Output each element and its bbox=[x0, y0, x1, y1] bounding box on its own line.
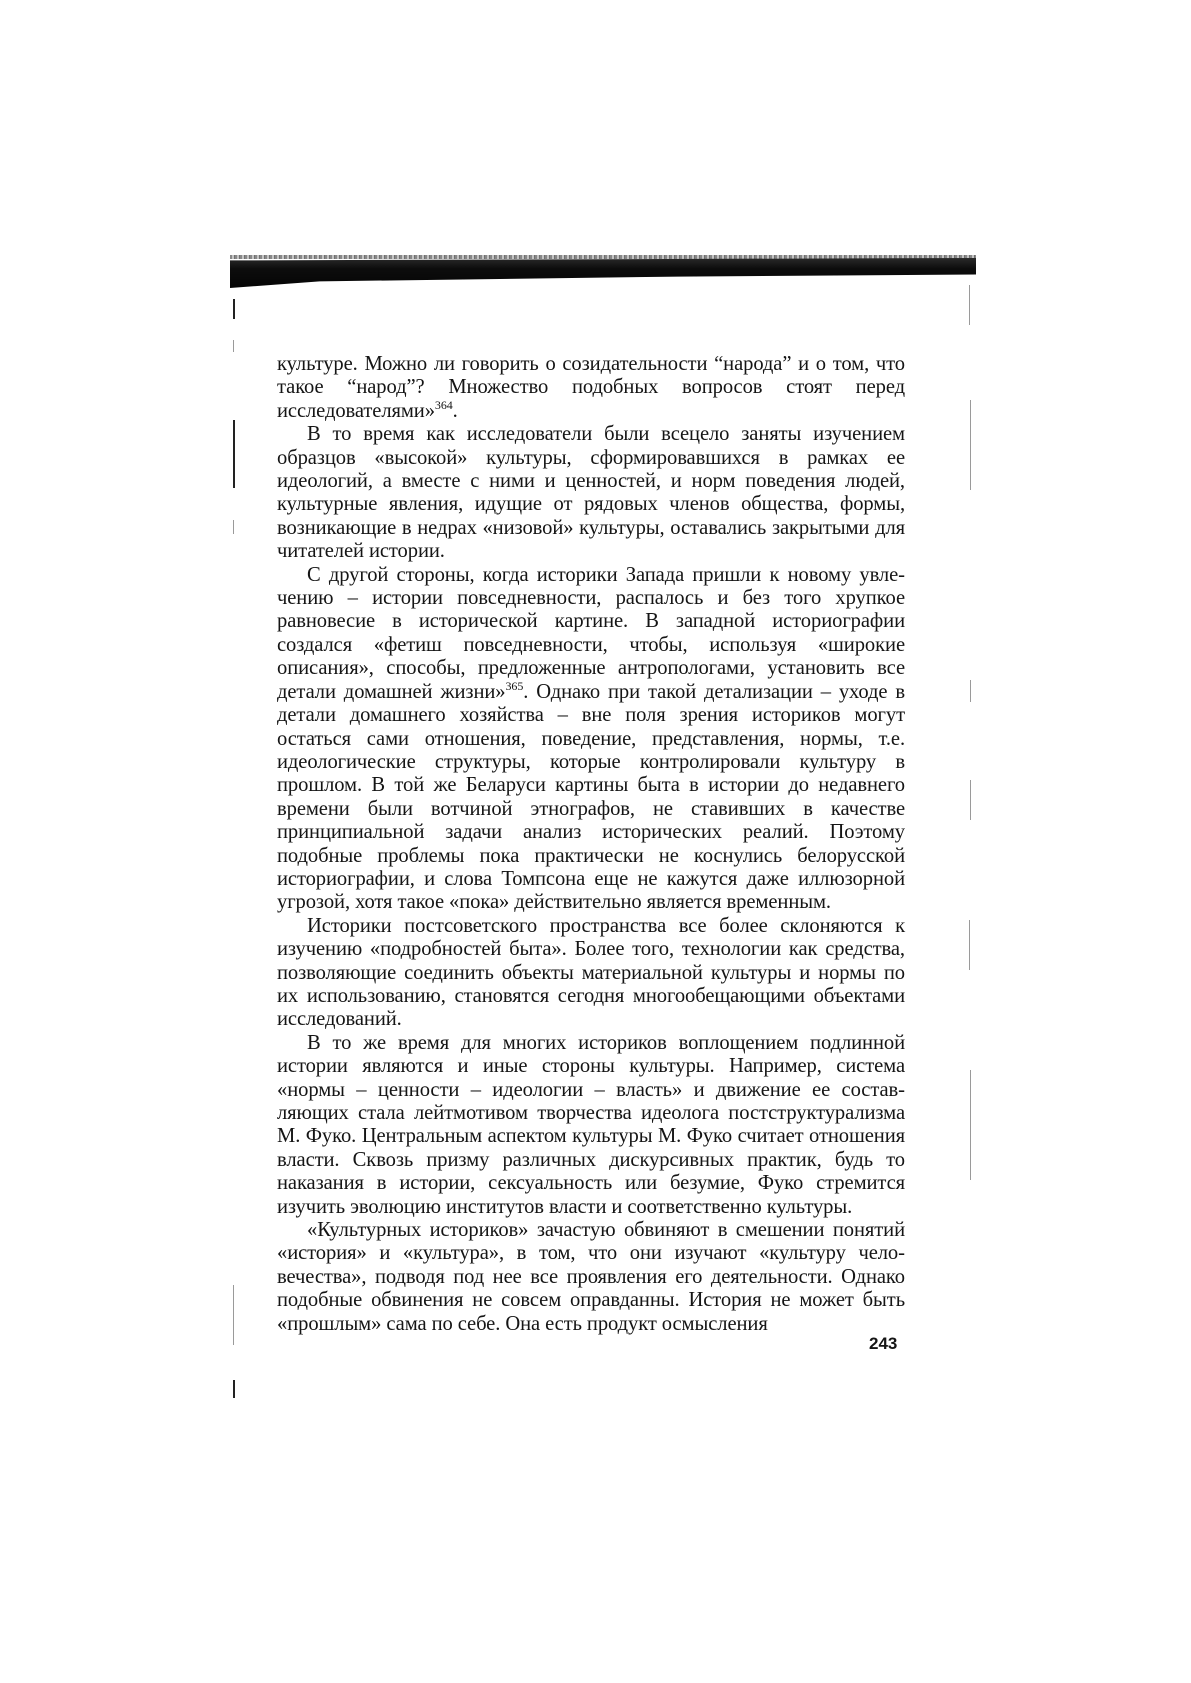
paragraph-2 bbox=[277, 423, 905, 563]
scan-mark bbox=[233, 299, 235, 319]
scan-mark bbox=[233, 1380, 235, 1398]
scan-mark bbox=[969, 920, 970, 970]
scan-mark bbox=[233, 420, 235, 488]
page-number: 243 bbox=[869, 1334, 898, 1353]
paragraph-tail: . Однако при такой детализации – уходе в детали домашнего хозяйства – вне поля зрения историков могут остаться сами отношения, поведение, представления, нормы, т.е. идеологические структуры, которые контролировали культуру в прошлом. В той же Беларуси картины быта в истории до недавнего времени были вотчиной этнографов, не ставивших в качестве принципиальной задачи анализ исторических реалий. Поэтому подобные проблемы пока практически не коснулись белорусской историографии, и слова Томпсона еще не кажутся даже иллюзорной угрозой, хотя такое «пока» действительно является временным. bbox=[277, 680, 906, 914]
scan-mark bbox=[970, 680, 971, 702]
scan-mark bbox=[233, 520, 234, 534]
paragraph-tail: . bbox=[452, 399, 458, 422]
scan-mark bbox=[969, 285, 970, 325]
paragraph-4 bbox=[277, 915, 905, 1032]
scan-mark bbox=[970, 780, 971, 820]
footnote-ref: 365 bbox=[505, 678, 524, 693]
scan-mark bbox=[233, 340, 234, 352]
footnote-ref: 364 bbox=[434, 397, 453, 412]
paragraph-6 bbox=[277, 1219, 905, 1336]
paragraph-text: В то же время для многих историков воплощением подлинной истории являются и иные стороны культуры. Например, система «нормы – ценности – идеологии – власть» и движение ее составляющих стала лейтмотивом творчества идеолога постструктурализма М. Фуко. Центральным аспектом культуры М. Фуко считает отношения власти. Сквозь призму различных дискурсивных практик, будь то наказания в истории, сексуальность или безумие, Фуко стремится изучить эволюцию институтов власти и соответственно культуры. bbox=[277, 1031, 905, 1218]
paragraph-1 bbox=[277, 353, 905, 423]
paragraph-text: В то время как исследователи были всецело заняты изучением образцов «высокой» культуры, сформировавшихся в рамках ее идеологий, а вместе с ними и ценностей, и норм поведения людей, культурные явления, идущие от рядовых членов общества, формы, возникающие в недрах «низовой» культуры, оставались закрытыми для читателей истории. bbox=[277, 423, 905, 563]
scan-mark bbox=[970, 1070, 971, 1180]
paragraph-text: С другой стороны, когда историки Запада пришли к новому увлечению – истории повседневности, распалось и без того хрупкое равновесие в исторической картине. В западной историографии создался «фетиш повседневности, чтобы, используя «широкие описания», способы, предложенные антропологами, установить все детали домашней жизни» bbox=[277, 563, 905, 703]
scan-mark bbox=[970, 400, 971, 490]
body-text bbox=[277, 353, 905, 1336]
paragraph-3 bbox=[277, 564, 905, 915]
scan-dark-band bbox=[230, 258, 976, 288]
paragraph-5 bbox=[277, 1032, 905, 1219]
paragraph-text: «Культурных историков» зачастую обвиняют в смешении понятий «история» и «культура», в том, что они изучают «культуру человечества», подводя под нее все проявления его деятельности. Однако подобные обвинения не совсем оправданны. История не может быть «прошлым» сама по себе. Она есть продукт осмысления bbox=[277, 1219, 905, 1335]
paragraph-text: культуре. Можно ли говорить о созидательности “народа” и о том, что такое “народ”? Множество подобных вопросов стоят перед исследователями» bbox=[277, 353, 905, 422]
paragraph-text: Историки постсоветского пространства все более склоняются к изучению «подробностей быта». Более того, технологии как средства, позволяющие соединить объекты материальной культуры и нормы по их использованию, становятся сегодня многообещающими объектами исследований. bbox=[277, 914, 905, 1031]
scan-mark bbox=[233, 1285, 234, 1345]
